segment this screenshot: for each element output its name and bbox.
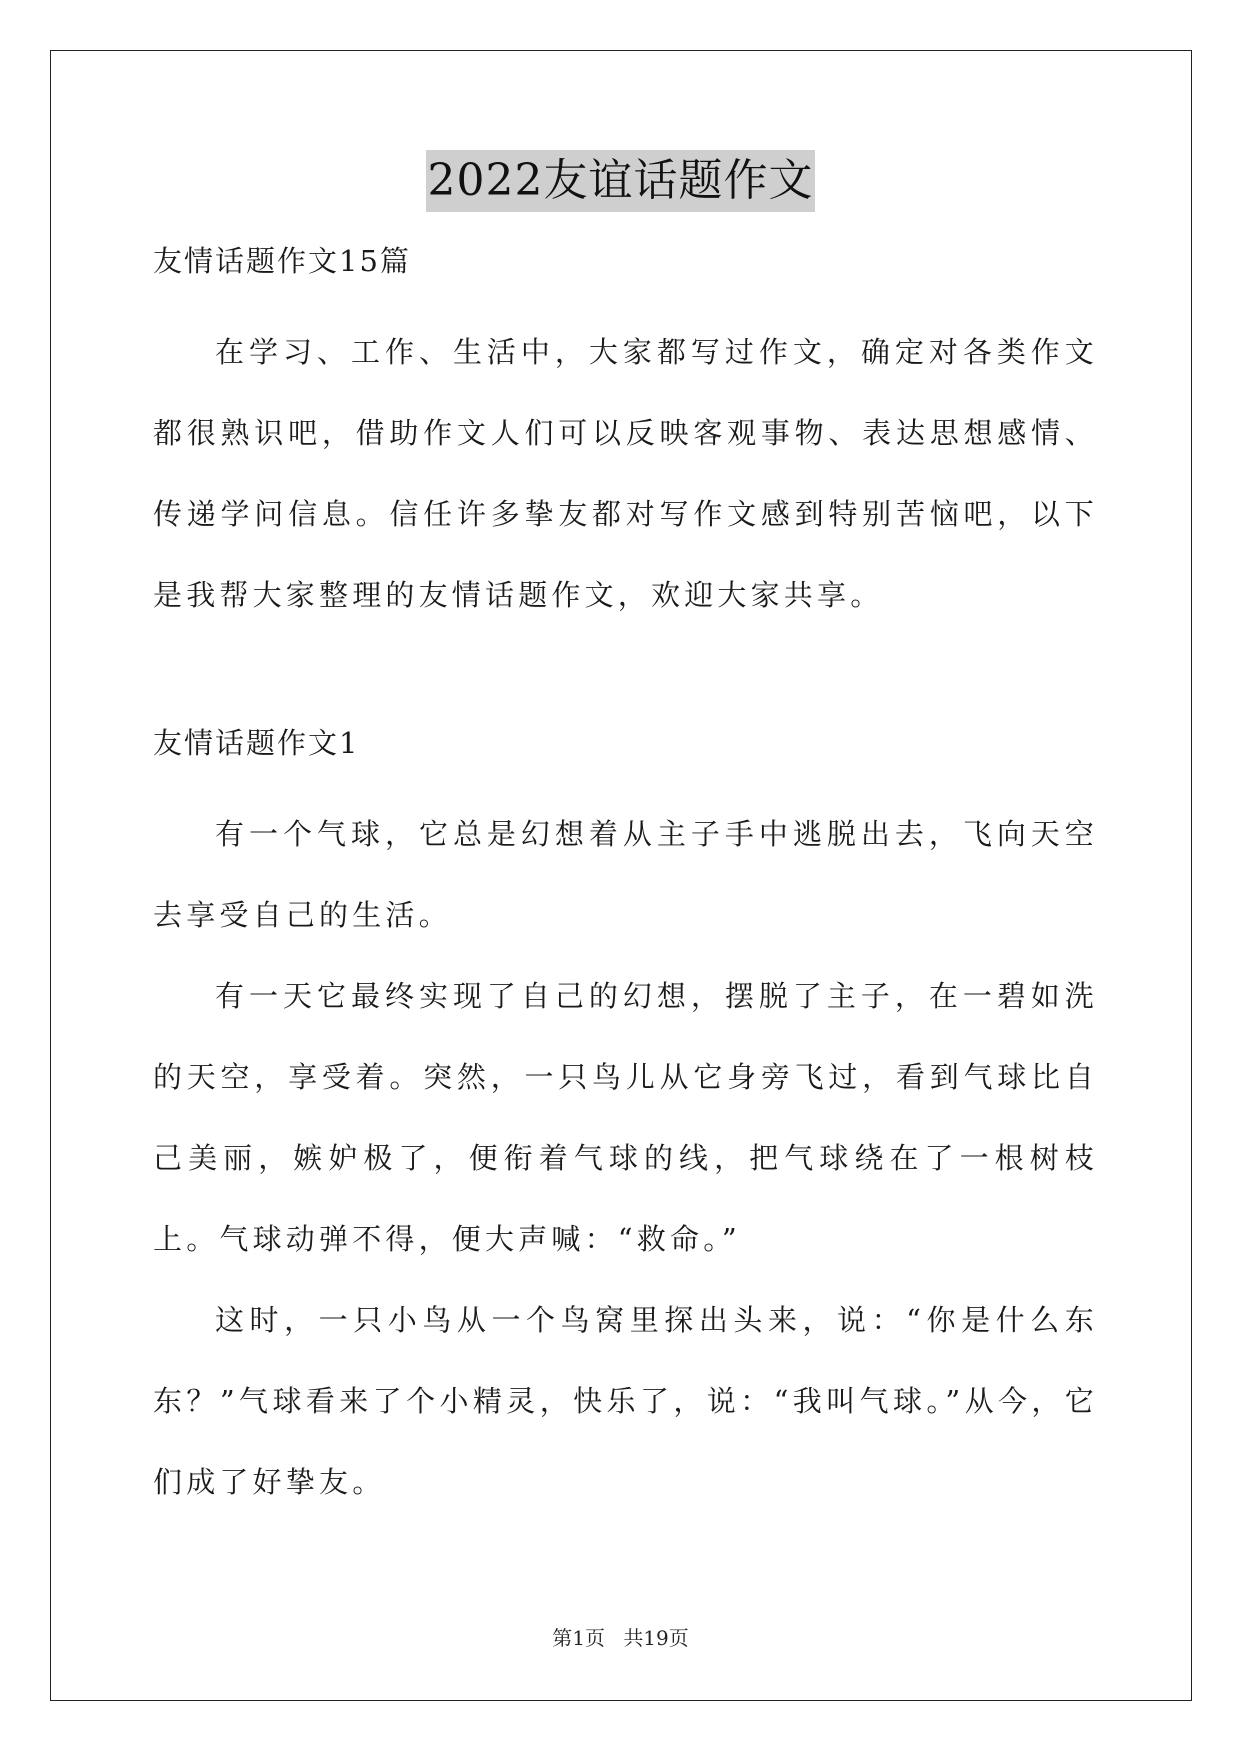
page-number: 第1页 xyxy=(552,1626,605,1650)
document-body xyxy=(153,240,1098,1523)
total-pages: 共19页 xyxy=(623,1626,689,1650)
body-paragraph: 有一天它最终实现了自己的幻想，摆脱了主子，在一碧如洗的天空，享受着。突然，一只鸟儿从它身旁飞过，看到气球比自己美丽，嫉妒极了，便衔着气球的线，把气球绕在了一根树枝上。气球动弹不得，便大声喊：“救命。” xyxy=(153,979,1098,1256)
collection-heading: 友情话题作文15篇 xyxy=(153,244,411,278)
title-container xyxy=(0,150,1241,212)
essay-heading: 友情话题作文1 xyxy=(153,726,360,760)
body-paragraph: 这时，一只小鸟从一个鸟窝里探出头来，说：“你是什么东东？”气球看来了个小精灵，快乐了，说：“我叫气球。”从今，它们成了好挚友。 xyxy=(153,1303,1098,1499)
intro-paragraph: 在学习、工作、生活中，大家都写过作文，确定对各类作文都很熟识吧，借助作文人们可以反映客观事物、表达思想感情、传递学问信息。信任许多挚友都对写作文感到特别苦恼吧，以下是我帮大家整理的友情话题作文，欢迎大家共享。 xyxy=(153,335,1098,612)
document-title: 2022友谊话题作文 xyxy=(426,150,816,212)
body-paragraph: 有一个气球，它总是幻想着从主子手中逃脱出去，飞向天空去享受自己的生活。 xyxy=(153,817,1098,932)
page-footer xyxy=(0,1622,1241,1651)
